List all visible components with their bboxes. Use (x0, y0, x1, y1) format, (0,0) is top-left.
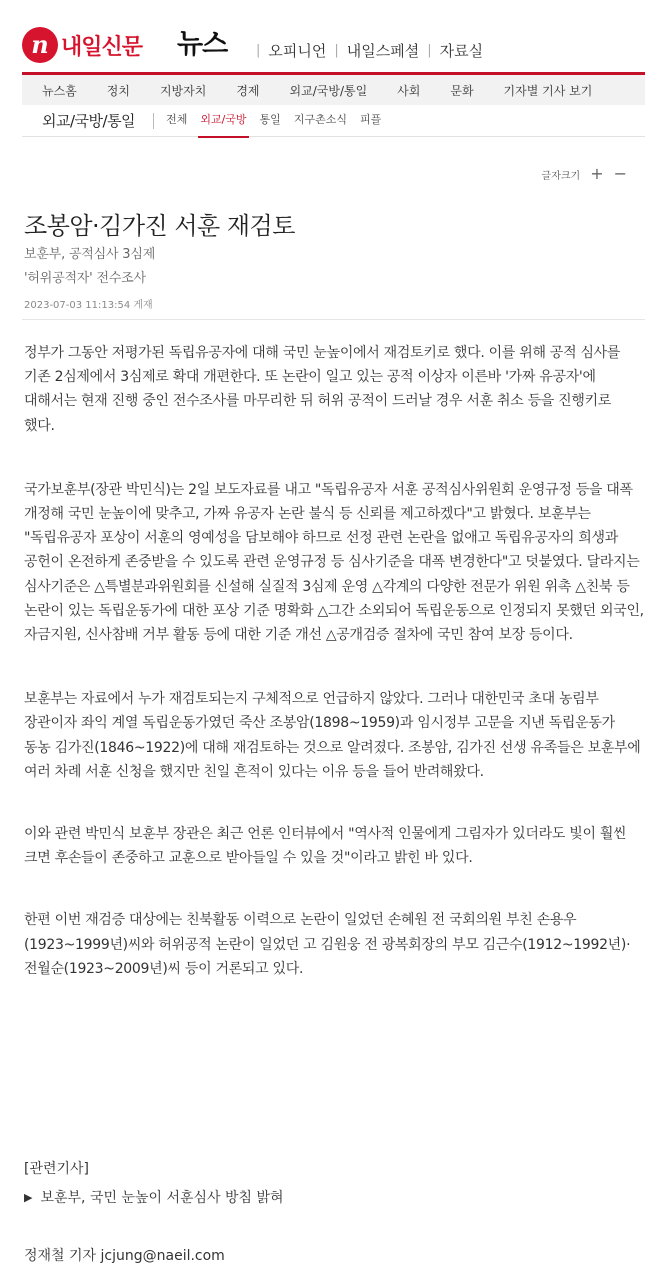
logo-text: 내일신문 (61, 34, 143, 60)
nav-item-reporters[interactable]: 기자별 기사 보기 (503, 83, 593, 98)
site-logo[interactable] (22, 27, 142, 63)
subnav-item-unification[interactable]: 통일 (259, 112, 281, 126)
menu-separator: | (256, 43, 261, 58)
article-paragraph: 한편 이번 재검증 대상에는 친북활동 이력으로 논란이 일었던 손혜원 전 국회의원 부친 손용우(1923~1999년)씨와 허위공적 논란이 일었던 고 김원웅 전 광복회장의 부모 김근수(1912~1992년)·전월순(1923~2009년)씨 등이 거론되고 있다. (24, 912, 631, 977)
subnav-item-all[interactable]: 전체 (166, 112, 188, 126)
subnav-item-people[interactable]: 피플 (359, 112, 382, 126)
top-menu (248, 40, 483, 61)
arrow-right-icon: ▶ (24, 1190, 33, 1204)
font-decrease-icon[interactable]: − (613, 164, 627, 183)
article-subtitle: 보훈부, 공적심사 3심제 (24, 247, 156, 262)
subnav-divider (153, 113, 154, 129)
site-header (0, 0, 645, 70)
article-paragraph: 이와 관련 박민식 보훈부 장관은 최근 언론 인터뷰에서 "역사적 인물에게 그림자가 있더라도 빛이 훨씬 크면 후손들이 존중하고 교훈으로 받아들일 수 있을 것"이라고 밝힌 바 있다. (24, 826, 627, 867)
font-size-control (542, 166, 627, 182)
article-title: 조봉암·김가진 서훈 재검토 (24, 212, 295, 240)
article-byline: 정재철 기자 jcjung@naeil.com (24, 1248, 225, 1264)
top-menu-archive[interactable]: 자료실 (439, 42, 484, 60)
nav-item-local[interactable]: 지방자치 (159, 83, 207, 98)
article-paragraph: 보훈부는 자료에서 누가 재검토되는지 구체적으로 언급하지 않았다. 그러나 대한민국 초대 농림부 장관이자 좌익 계열 독립운동가였던 죽산 조봉암(1898~1959)과 임시정부 고문을 지낸 독립운동가 동농 김가진(1846~1922)에 대해 재검토하는 것으로 알려졌다. 조봉암, 김가진 선생 유족들은 보훈부에 여러 차례 서훈 신청을 했지만 친일 흔적이 있다는 이유 등을 들어 반려해왔다. (24, 691, 641, 780)
nav-item-politics[interactable]: 정치 (106, 83, 130, 98)
nav-item-economy[interactable]: 경제 (236, 83, 260, 98)
font-increase-icon[interactable]: + (590, 164, 604, 183)
article-datetime: 2023-07-03 11:13:54 게재 (24, 300, 153, 311)
section-title[interactable]: 뉴스 (177, 29, 228, 60)
article-body (24, 341, 644, 1005)
top-menu-special[interactable]: 내일스페셜 (346, 42, 420, 60)
nav-item-culture[interactable]: 문화 (450, 83, 474, 98)
article-paragraph: 정부가 그동안 저평가된 독립유공자에 대해 국민 눈높이에서 재검토키로 했다. 이를 위해 공적 심사를 기존 2심제에서 3심제로 확대 개편한다. 또 논란이 일고 있는 공적 이상자 이른바 '가짜 유공자'에 대해서는 현재 진행 중인 전수조사를 마무리한 뒤 허위 공적이 드러날 경우 서훈 취소 등을 진행키로 했다. (24, 345, 621, 434)
related-article-title[interactable]: 보훈부, 국민 눈높이 서훈심사 방침 밝혀 (40, 1190, 284, 1206)
top-menu-opinion[interactable]: 오피니언 (268, 42, 327, 60)
font-size-label: 글자크기 (541, 170, 581, 182)
subnav-item-world[interactable]: 지구촌소식 (293, 112, 347, 126)
sub-nav (22, 105, 645, 137)
menu-separator: | (427, 43, 432, 58)
related-articles (24, 1158, 284, 1207)
main-nav (22, 75, 645, 105)
nav-item-diplomacy[interactable]: 외교/국방/통일 (289, 83, 368, 98)
related-label: [관련기사] (24, 1161, 90, 1177)
subnav-title[interactable]: 외교/국방/통일 (42, 112, 136, 130)
menu-separator: | (334, 43, 339, 58)
article-paragraph: 국가보훈부(장관 박민식)는 2일 보도자료를 내고 "독립유공자 서훈 공적심사위원회 운영규정 등을 대폭 개정해 국민 눈높이에 맞추고, 가짜 유공자 논란 불식 등 신뢰를 제고하겠다"고 밝혔다. 보훈부는 "독립유공자 포상이 서훈의 영예성을 담보해야 하므로 선정 관련 논란을 없애고 독립유공자의 희생과 공헌이 온전하게 존중받을 수 있도록 관련 운영규정 등 심사기준을 대폭 변경한다"고 덧붙였다. 달라지는 심사기준은 △특별분과위원회를 신설해 실질적 3심제 운영 △각계의 다양한 전문가 위원 위촉 △친북 등 논란이 있는 독립운동가에 대한 포상 기준 명확화 △그간 소외되어 독립운동으로 인정되지 못했던 외국인, 자금지원, 신사참배 거부 활동 등에 대한 기준 개선 △공개검증 절차에 국민 참여 보장 등이다. (24, 481, 644, 644)
related-article-link[interactable] (24, 1187, 284, 1207)
article-subtitle: '허위공적자' 전수조사 (24, 271, 146, 286)
subnav-item-diplomacy-defense[interactable]: 외교/국방 (200, 105, 246, 137)
article-head-divider (22, 319, 645, 320)
nav-item-society[interactable]: 사회 (397, 83, 421, 98)
nav-item-news-home[interactable]: 뉴스홈 (42, 83, 77, 98)
logo-mark-icon: n (22, 27, 58, 63)
